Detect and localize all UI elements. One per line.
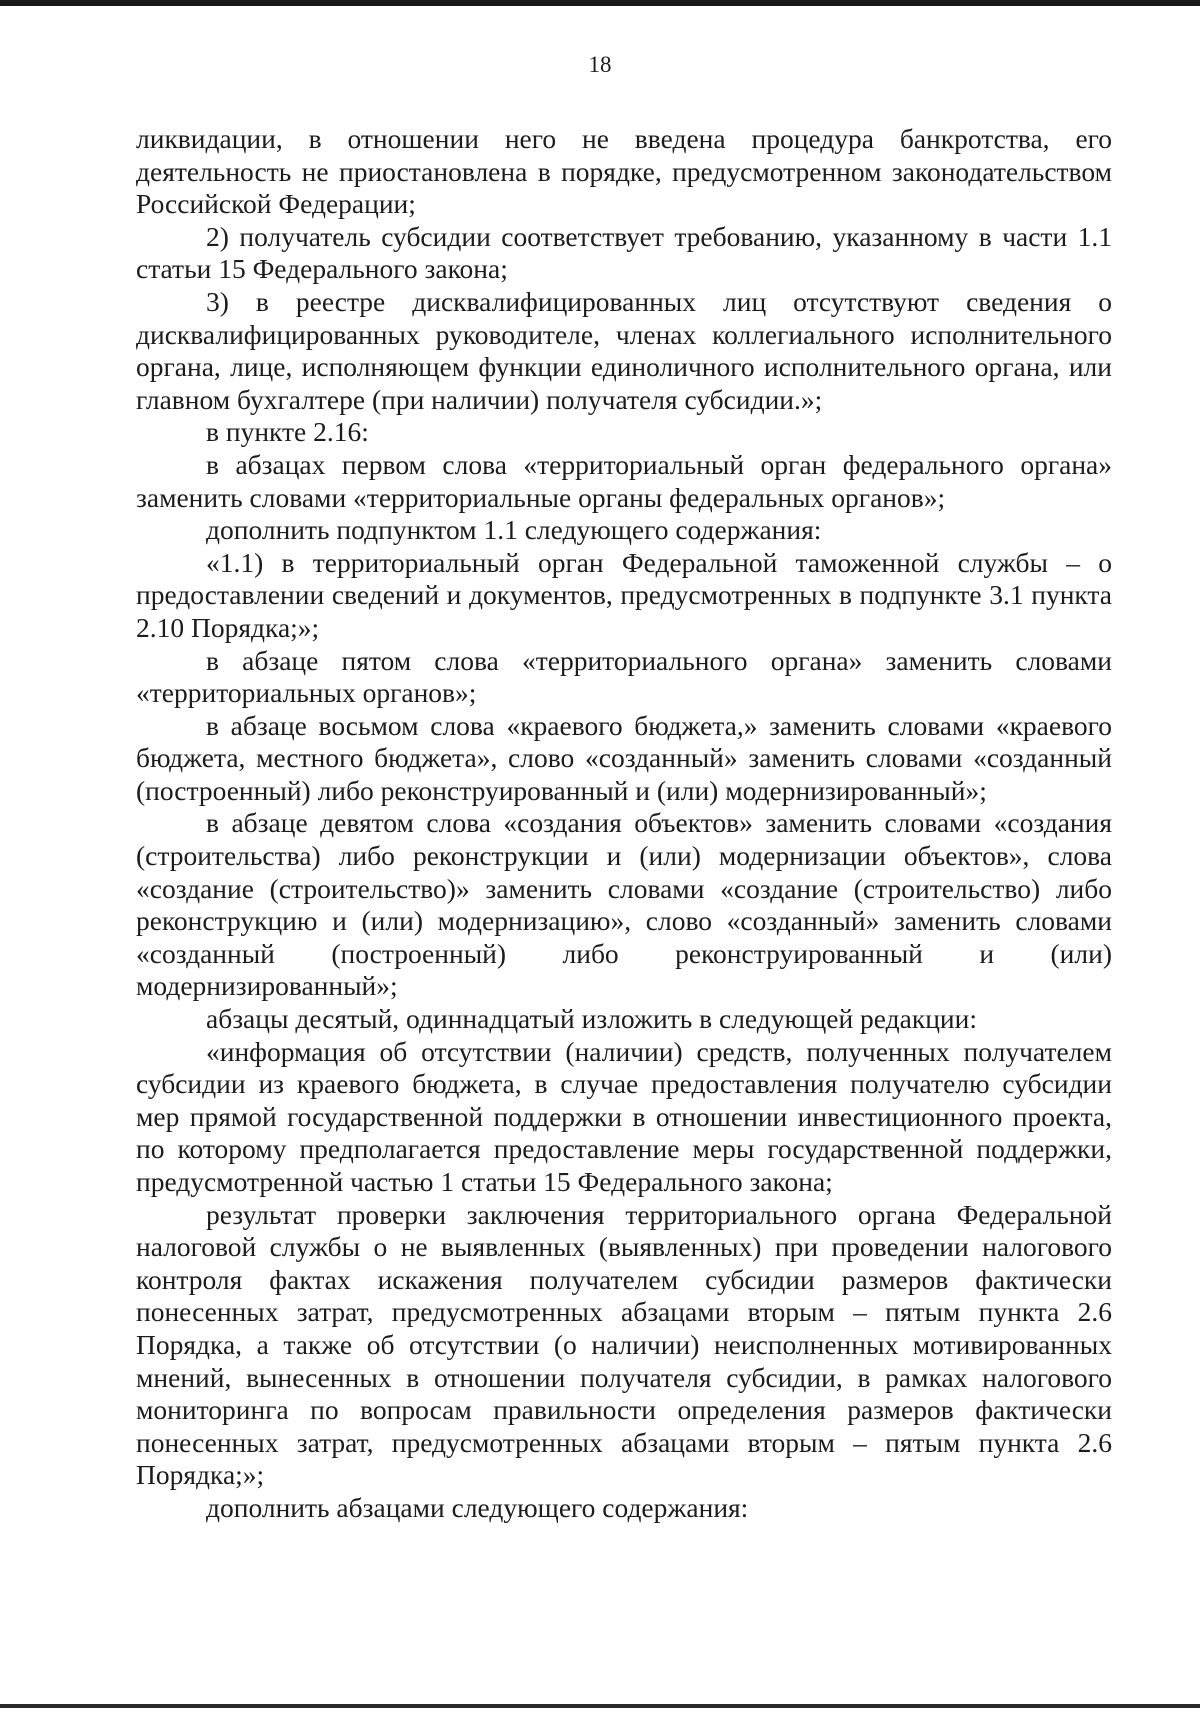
paragraph: в абзацах первом слова «территориальный орган федерального органа» заменить словами «территориальные органы федеральных органов»; [136, 448, 1112, 513]
paragraph: «1.1) в территориальный орган Федеральной таможенной службы – о предоставлении сведений и документов, предусмотренных в подпункте 3.1 пункта 2.10 Порядка;»; [136, 546, 1112, 643]
paragraph: «информация об отсутствии (наличии) средств, полученных получателем субсидии из краевого бюджета, в случае предоставления получателю субсидии мер прямой государственной поддержки в отношении инвестиционного проекта, по которому предполагается предоставление меры государственной поддержки, предусмотренной частью 1 статьи 15 Федерального закона; [136, 1035, 1112, 1197]
paragraph: в абзаце девятом слова «создания объектов» заменить словами «создания (строительства) либо реконструкции и (или) модернизации объектов», слова «создание (строительство)» заменить словами «создание (строительство) либо реконструкцию и (или) модернизацию», слово «созданный» заменить словами «созданный (построенный) либо реконструированный и (или) модернизированный»; [136, 807, 1112, 1002]
paragraph: дополнить абзацами следующего содержания: [206, 1491, 749, 1523]
paragraph: результат проверки заключения территориального органа Федеральной налоговой службы о не выявленных (выявленных) при проведении налогового контроля фактах искажения получателем субсидии размеров фактически понесенных затрат, предусмотренных абзацами вторым – пятым пункта 2.6 Порядка, а также об отсутствии (о наличии) неисполненных мотивированных мнений, вынесенных в отношении получателя субсидии, в рамках налогового мониторинга по вопросам правильности определения размеров фактически понесенных затрат, предусмотренных абзацами вторым – пятым пункта 2.6 Порядка;»; [136, 1198, 1112, 1491]
paragraph: 3) в реестре дисквалифицированных лиц отсутствуют сведения о дисквалифицированных руководителе, членах коллегиального исполнительного органа, лице, исполняющем функции единоличного исполнительного органа, или главном бухгалтере (при наличии) получателя субсидии.»; [136, 285, 1112, 415]
paragraph: 2) получатель субсидии соответствует требованию, указанному в части 1.1 статьи 15 Федерального закона; [136, 220, 1112, 285]
paragraph: в абзаце пятом слова «территориального органа» заменить словами «территориальных органов»; [136, 644, 1112, 709]
scan-border-line [0, 1704, 1200, 1708]
paragraph: в пункте 2.16: [206, 416, 369, 448]
document-body [136, 123, 1112, 1525]
page-number: 18 [588, 52, 612, 77]
paragraph: ликвидации, в отношении него не введена процедура банкротства, его деятельность не приостановлена в порядке, предусмотренном законодательством Российской Федерации; [136, 123, 1112, 220]
paragraph: абзацы десятый, одиннадцатый изложить в следующей редакции: [206, 1003, 977, 1035]
paragraph: дополнить подпунктом 1.1 следующего содержания: [206, 514, 822, 546]
paragraph: в абзаце восьмом слова «краевого бюджета,» заменить словами «краевого бюджета, местного бюджета», слово «созданный» заменить словами «созданный (построенный) либо реконструированный и (или) модернизированный»; [136, 709, 1112, 806]
